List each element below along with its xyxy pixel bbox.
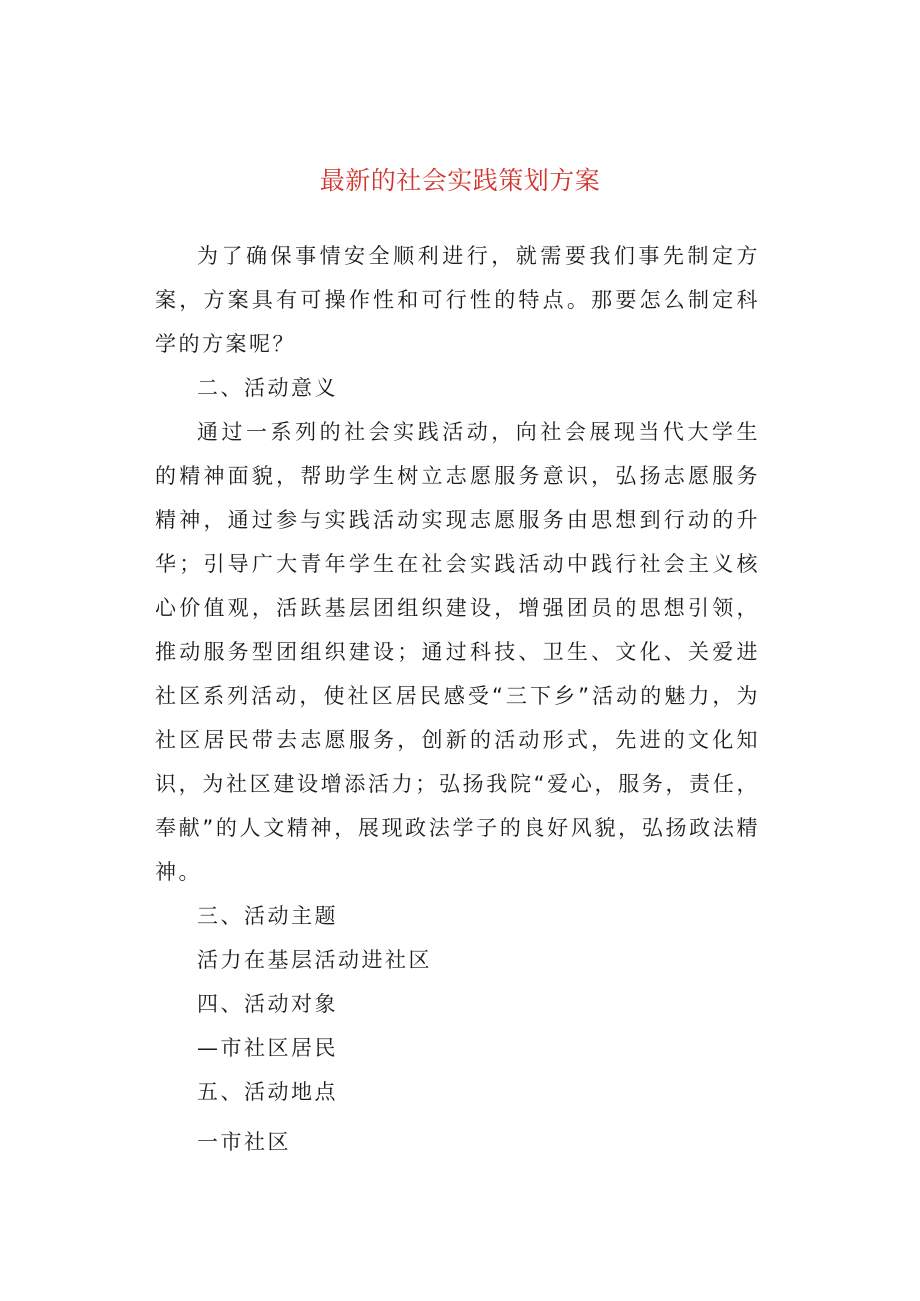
section-heading-significance: 二、活动意义 [197, 376, 338, 400]
intro-paragraph: 为了确保事情安全顺利进行，就需要我们事先制定方案，方案具有可操作性和可行性的特点。那要怎么制定科学的方案呢？ [155, 244, 760, 356]
document-title: 最新的社会实践策划方案 [319, 166, 601, 195]
audience-text: —市社区居民 [197, 1036, 338, 1060]
section-heading-location: 五、活动地点 [197, 1080, 338, 1104]
theme-text: 活力在基层活动进社区 [197, 948, 432, 972]
section-heading-theme: 三、活动主题 [197, 904, 338, 928]
significance-paragraph: 通过一系列的社会实践活动，向社会展现当代大学生的精神面貌，帮助学生树立志愿服务意识，弘扬志愿服务精神，通过参与实践活动实现志愿服务由思想到行动的升华；引导广大青年学生在社会实践活动中践行社会主义核心价值观，活跃基层团组织建设，增强团员的思想引领，推动服务型团组织建设；通过科技、卫生、文化、关爱进社区系列活动，使社区居民感受“三下乡”活动的魅力，为社区居民带去志愿服务，创新的活动形式，先进的文化知识，为社区建设增添活力；弘扬我院“爱心，服务，责任，奉献”的人文精神，展现政法学子的良好风貌，弘扬政法精神。 [155, 420, 760, 884]
section-heading-audience: 四、活动对象 [197, 992, 338, 1016]
location-text: 一市社区 [197, 1130, 291, 1154]
document-body [155, 234, 760, 1164]
